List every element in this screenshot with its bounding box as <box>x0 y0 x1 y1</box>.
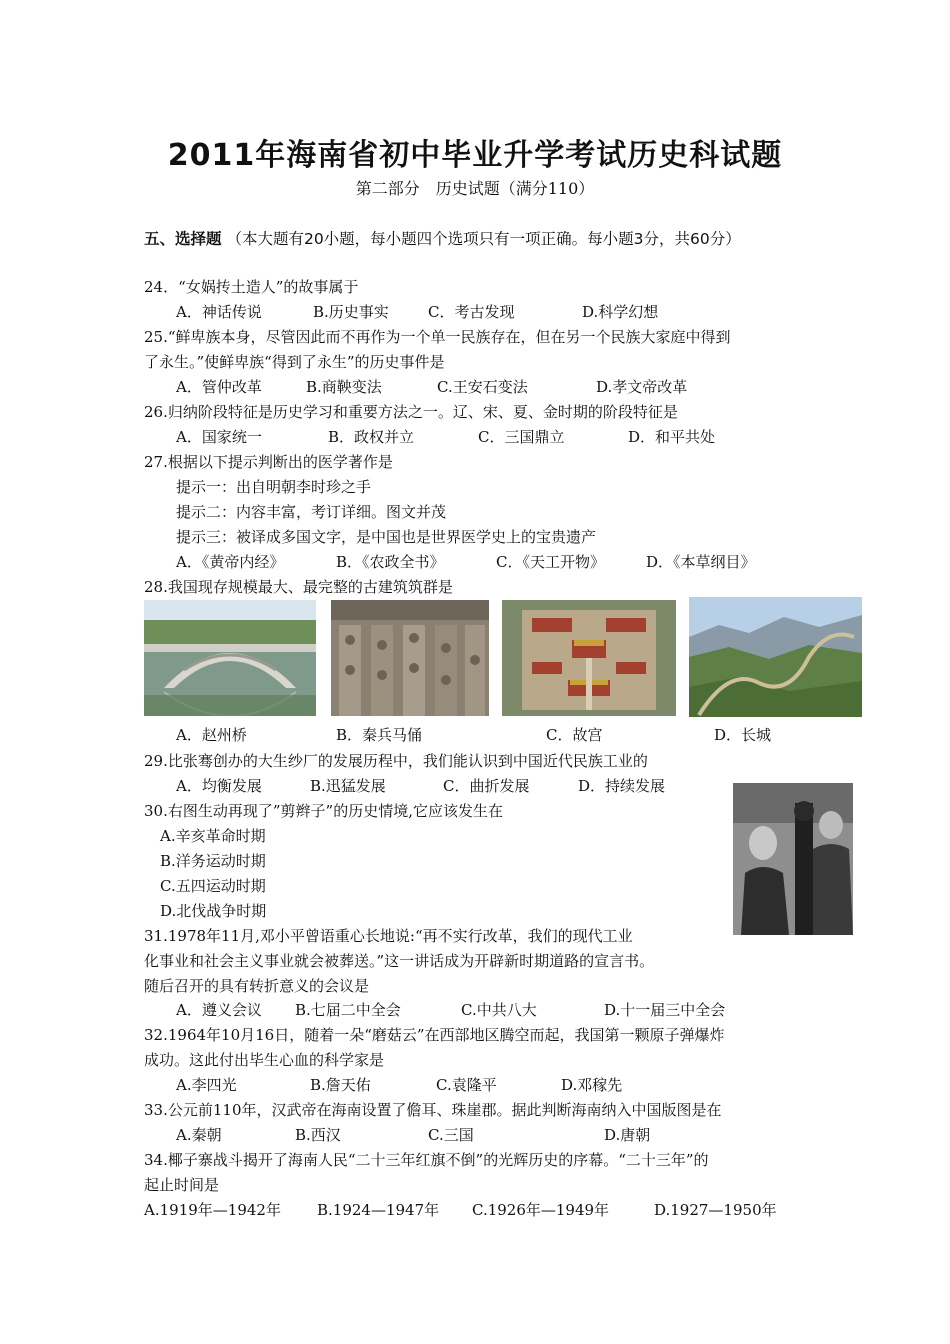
q29-stem: 29.比张骞创办的大生纱厂的发展历程中，我们能认识到中国近代民族工业的 <box>144 752 648 770</box>
q34-option-b: B.1924—1947年 <box>317 1201 440 1219</box>
q34-stem-line1: 34.椰子寨战斗揭开了海南人民“二十三年红旗不倒”的光辉历史的序幕。“二十三年”的 <box>144 1151 709 1169</box>
q30-option-b: B.洋务运动时期 <box>160 852 266 870</box>
q29-option-c: C．曲折发展 <box>443 777 530 795</box>
q32-option-a: A.李四光 <box>176 1076 237 1094</box>
zhaozhou-bridge-photo <box>144 600 316 716</box>
q26-stem: 26.归纳阶段特征是历史学习和重要方法之一。辽、宋、夏、金时期的阶段特征是 <box>144 403 678 421</box>
q26-option-c: C．三国鼎立 <box>478 428 565 446</box>
q28-option-c: C．故宫 <box>546 726 603 744</box>
q27-option-d: D．《本草纲目》 <box>646 553 756 571</box>
q26-option-a: A．国家统一 <box>176 428 262 446</box>
section-heading <box>144 227 814 252</box>
q25-option-c: C.王安石变法 <box>437 378 528 396</box>
q32-stem-line1: 32.1964年10月16日，随着一朵“磨菇云”在西部地区腾空而起，我国第一颗原子弹爆炸 <box>144 1026 725 1044</box>
q25-option-a: A．管仲改革 <box>176 378 262 396</box>
q27-option-a: A．《黄帝内经》 <box>176 553 285 571</box>
great-wall-photo <box>689 597 862 717</box>
q32-option-c: C.袁隆平 <box>436 1076 497 1094</box>
q27-hint-3: 提示三：被译成多国文字，是中国也是世界医学史上的宝贵遗产 <box>176 528 597 546</box>
q25-stem-line2: 了永生。”使鲜卑族“得到了永生”的历史事件是 <box>144 353 445 371</box>
q31-option-a: A．遵义会议 <box>176 1001 262 1019</box>
q27-hint-2: 提示二：内容丰富，考订详细。图文并茂 <box>176 503 447 521</box>
q31-stem-line2: 化事业和社会主义事业就会被葬送。”这一讲话成为开辟新时期道路的宣言书。 <box>144 952 655 970</box>
q25-option-b: B.商鞅变法 <box>306 378 382 396</box>
q32-option-b: B.詹天佑 <box>310 1076 371 1094</box>
q24-option-b: B.历史事实 <box>313 303 389 321</box>
q33-option-a: A.秦朝 <box>176 1126 222 1144</box>
page-title: 2011年海南省初中毕业升学考试历史科试题 <box>167 138 783 173</box>
q33-stem: 33.公元前110年，汉武帝在海南设置了儋耳、珠崖郡。据此判断海南纳入中国版图是在 <box>144 1101 722 1119</box>
q30-stem: 30.右图生动再现了”剪辫子”的历史情境,它应该发生在 <box>144 802 503 820</box>
q34-option-d: D.1927—1950年 <box>654 1201 777 1219</box>
queue-cutting-photo <box>733 783 853 935</box>
q25-stem-line1: 25.“鲜卑族本身，尽管因此而不再作为一个单一民族存在，但在另一个民族大家庭中得到 <box>144 328 731 346</box>
q27-option-b: B．《农政全书》 <box>336 553 445 571</box>
forbidden-city-photo <box>502 600 676 716</box>
q24-option-c: C．考古发现 <box>428 303 515 321</box>
q28-option-d: D．长城 <box>714 726 772 744</box>
terracotta-army-photo <box>331 600 489 716</box>
q28-option-b: B．秦兵马俑 <box>336 726 423 744</box>
q28-option-a: A．赵州桥 <box>176 726 247 744</box>
q27-hint-1: 提示一：出自明朝李时珍之手 <box>176 478 372 496</box>
q28-stem: 28.我国现存规模最大、最完整的古建筑筑群是 <box>144 578 453 596</box>
q34-option-a: A.1919年—1942年 <box>144 1201 281 1219</box>
section-heading-label: 五、选择题 <box>144 230 222 248</box>
q33-option-c: C.三国 <box>428 1126 474 1144</box>
q26-option-b: B．政权并立 <box>328 428 415 446</box>
q24-option-d: D.科学幻想 <box>582 303 659 321</box>
q31-option-b: B.七届二中全会 <box>295 1001 401 1019</box>
q30-option-a: A.辛亥革命时期 <box>160 827 266 845</box>
q29-option-d: D．持续发展 <box>578 777 666 795</box>
q24-option-a: A．神话传说 <box>176 303 262 321</box>
section-heading-note: （本大题有20小题，每小题四个选项只有一项正确。每小题3分，共60分） <box>226 230 741 248</box>
q31-option-c: C.中共八大 <box>461 1001 537 1019</box>
q27-stem: 27.根据以下提示判断出的医学著作是 <box>144 453 393 471</box>
q30-option-c: C.五四运动时期 <box>160 877 266 895</box>
q34-option-c: C.1926年—1949年 <box>472 1201 610 1219</box>
q31-stem-line3: 随后召开的具有转折意义的会议是 <box>144 977 370 995</box>
q32-stem-line2: 成功。这此付出毕生心血的科学家是 <box>144 1051 385 1069</box>
q27-option-c: C．《天工开物》 <box>496 553 605 571</box>
q24-stem: 24．“女娲抟土造人”的故事属于 <box>144 278 359 296</box>
q25-option-d: D.孝文帝改革 <box>596 378 688 396</box>
q31-stem-line1: 31.1978年11月,邓小平曾语重心长地说:“再不实行改革，我们的现代工业 <box>144 927 633 945</box>
q32-option-d: D.邓稼先 <box>561 1076 623 1094</box>
q29-option-b: B.迅猛发展 <box>310 777 386 795</box>
q33-option-d: D.唐朝 <box>604 1126 651 1144</box>
q31-option-d: D.十一届三中全会 <box>604 1001 726 1019</box>
q34-stem-line2: 起止时间是 <box>144 1176 220 1194</box>
q26-option-d: D．和平共处 <box>628 428 716 446</box>
q30-option-d: D.北伐战争时期 <box>160 902 267 920</box>
page-subtitle: 第二部分 历史试题（满分110） <box>355 179 595 198</box>
q33-option-b: B.西汉 <box>295 1126 341 1144</box>
q29-option-a: A．均衡发展 <box>176 777 262 795</box>
